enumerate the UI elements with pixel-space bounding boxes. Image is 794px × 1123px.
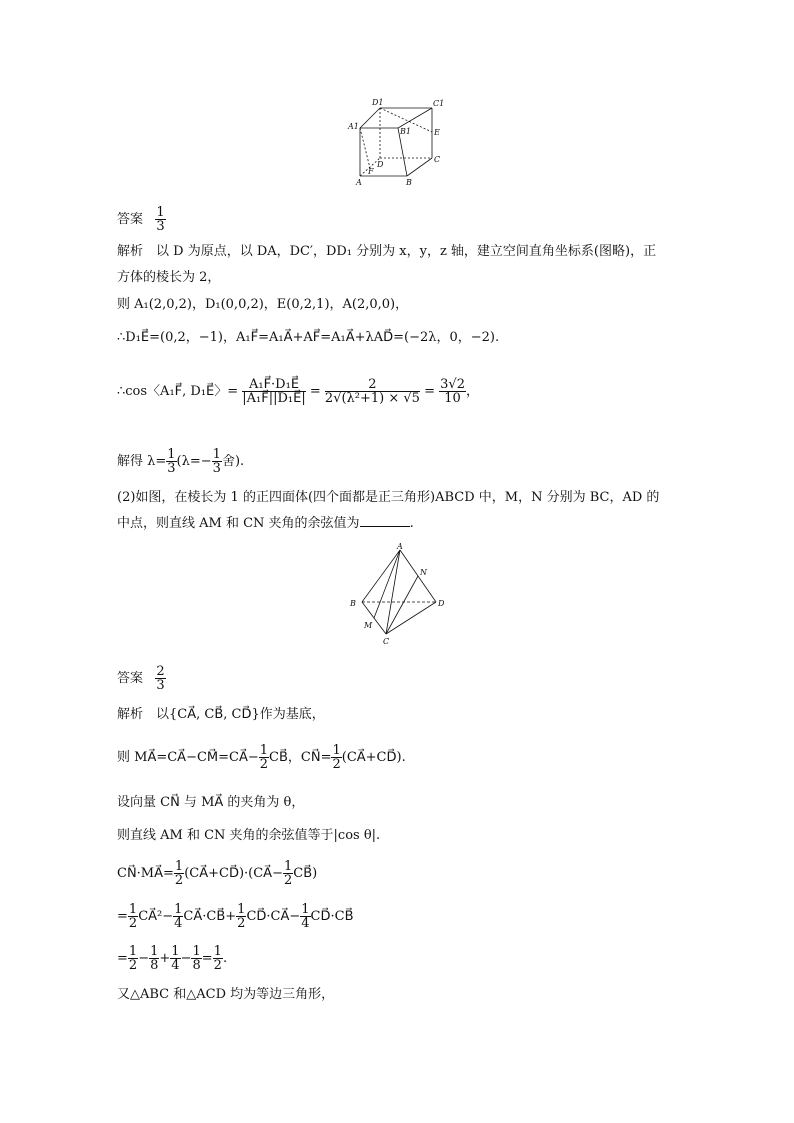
answer-1: 答案 $\frac{1}{3}$ xyxy=(117,205,165,234)
label-c: C xyxy=(434,155,441,164)
label-e: E xyxy=(434,128,440,137)
answer-1-fraction: $\frac{1}{3}$ xyxy=(156,205,165,234)
label-d: D xyxy=(377,160,384,169)
label-c1: C1 xyxy=(433,99,445,108)
label-b: B xyxy=(406,178,412,187)
label-a: A xyxy=(397,542,403,551)
question-2-line-1: (2)如图，在棱长为 1 的正四面体(四个面都是正三角形)ABCD 中，M，N 分别为 BC，AD 的 xyxy=(117,490,660,505)
solution-2-line-8: 又△ABC 和△ACD 均为等边三角形， xyxy=(117,987,335,1002)
label-n: N xyxy=(420,568,427,577)
label-f: F xyxy=(368,167,374,176)
label-b: B xyxy=(350,599,356,608)
tetrahedron-figure xyxy=(344,540,452,648)
solution-2-line-2: 则 MA⃗=CA⃗−CM⃗=CA⃗− $\frac{1}{2}$ CB⃗，CN⃗= $\frac{1}{2}$ (CA⃗+CD⃗). xyxy=(117,743,406,772)
solution-2-line-4: 则直线 AM 和 CN 夹角的余弦值等于|cos θ|. xyxy=(117,828,381,843)
solution-1-line-3: 则 A₁(2,0,2)，D₁(0,0,2)，E(0,2,1)，A(2,0,0)， xyxy=(117,297,409,312)
solution-1-line-6: 解得 λ= $\frac{1}{3}$ (λ=− $\frac{1}{3}$ 舍). xyxy=(117,447,245,476)
label-d1: D1 xyxy=(372,98,384,107)
solution-2-line-1: 解析 以{CA⃗, CB⃗, CD⃗}作为基底， xyxy=(117,707,325,722)
answer-2-fraction: $\frac{2}{3}$ xyxy=(156,664,165,693)
label-m: M xyxy=(364,621,373,630)
label-a: A xyxy=(356,178,362,187)
question-2-line-2: 中点，则直线 AM 和 CN 夹角的余弦值为 . xyxy=(117,516,414,531)
label-c: C xyxy=(383,637,390,646)
solution-2-line-7: = $\frac{1}{2}$ − $\frac{1}{8}$ + $\frac{1}{4}$ − $\frac{1}{8}$ = $\frac{1}{2}$ . xyxy=(117,944,228,973)
solution-2-line-3: 设向量 CN⃗ 与 MA⃗ 的夹角为 θ， xyxy=(117,795,305,810)
solution-1-line-5: ∴cos〈A₁F⃗, D₁E⃗〉= $\frac{\text{A₁F⃗·D₁E⃗}}{\text{|A₁F⃗||D₁E⃗|}}$ = $\frac{2}{\text{2√(λ²+1) × √5}}$ = $\frac{3√2}{10}$ ， xyxy=(117,377,479,406)
solution-2-line-6: = $\frac{1}{2}$ CA⃗²− $\frac{1}{4}$ CA⃗·CB⃗+ $\frac{1}{2}$ CD⃗·CA⃗− $\frac{1}{4}$ CD⃗·CB⃗ xyxy=(117,902,354,931)
solution-1-line-2: 方体的棱长为 2， xyxy=(117,270,221,285)
label-d: D xyxy=(438,599,445,608)
solution-2-line-5: CN⃗·MA⃗= $\frac{1}{2}$ (CA⃗+CD⃗)·(CA⃗− $\frac{1}{2}$ CB⃗) xyxy=(117,859,318,888)
answer-2: 答案 $\frac{2}{3}$ xyxy=(117,664,165,693)
cube-figure xyxy=(340,96,450,188)
answer-blank xyxy=(360,516,410,527)
label-a1: A1 xyxy=(348,122,359,131)
solution-1-line-4: ∴D₁E⃗=(0,2，−1)，A₁F⃗=A₁A⃗+AF⃗=A₁A⃗+λAD⃗=(−2λ，0，−2). xyxy=(117,330,500,345)
solution-1-line-1: 解析 以 D 为原点，以 DA，DC′，DD₁ 分别为 x，y，z 轴，建立空间直角坐标系(图略)，正 xyxy=(117,244,657,259)
label-b1: B1 xyxy=(400,127,411,136)
